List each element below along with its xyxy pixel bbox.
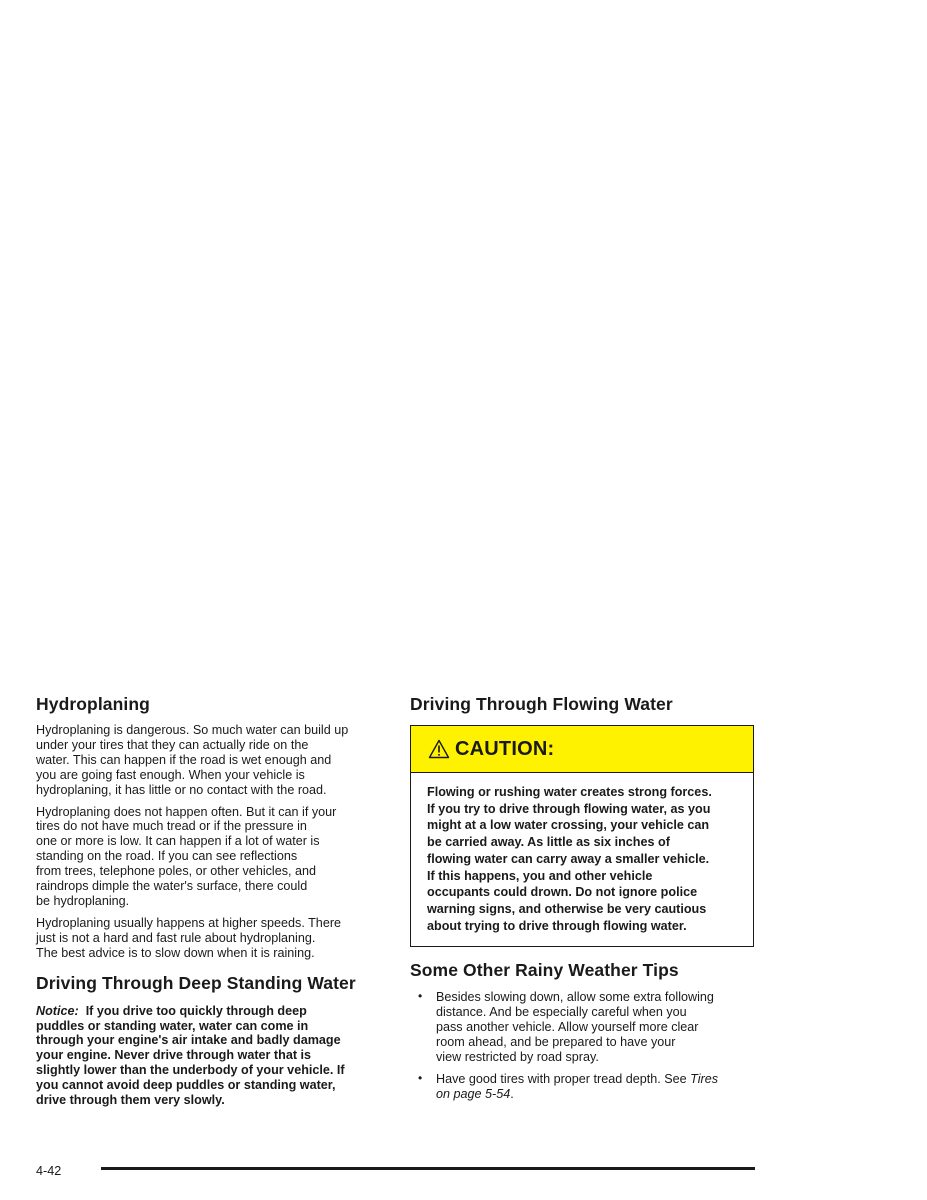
notice-label: Notice: bbox=[36, 1003, 79, 1018]
heading-flowing-water: Driving Through Flowing Water bbox=[410, 694, 673, 714]
caution-text: Flowing or rushing water creates strong forces. If you try to drive through flowing water, as you might at a low water crossing, your vehicle can be carried away. As little as six inches of flowing water can carry away a smaller vehicle. If this happens, you and other vehicle occupants could drown. Do not ignore police warning signs, and otherwise be very cautious about trying to drive through flowing water. bbox=[427, 785, 712, 933]
page-number: 4-42 bbox=[36, 1164, 62, 1178]
bullet-dot-icon: • bbox=[418, 989, 423, 1004]
caution-box bbox=[410, 725, 754, 947]
hydroplaning-paragraph-3: Hydroplaning usually happens at higher speeds. There just is not a hard and fast rule about hydroplaning. The best advice is to slow down when it is raining. bbox=[36, 915, 342, 960]
hydroplaning-paragraph-2: Hydroplaning does not happen often. But it can if your tires do not have much tread or if the pressure in one or more is low. It can happen if a lot of water is standing on the road. If you can see reflections from trees, telephone poles, or other vehicles, and raindrops dimple the water's surface, there could be hydroplaning. bbox=[36, 804, 337, 908]
tips-list bbox=[410, 990, 756, 1102]
heading-hydroplaning: Hydroplaning bbox=[36, 694, 150, 714]
left-column bbox=[36, 693, 386, 1108]
right-column bbox=[410, 693, 756, 1109]
notice-paragraph: Notice: If you drive too quickly through deep puddles or standing water, water can come in through your engine's air intake and badly damage your engine. Never drive through water that is slightly lower than the underbody of your vehicle. If you cannot avoid deep puddles or standing water, drive through them very slowly. bbox=[36, 1003, 345, 1108]
tires-page-reference-link[interactable]: on page 5-54 bbox=[436, 1087, 511, 1102]
tires-reference-link[interactable]: Tires bbox=[690, 1072, 719, 1087]
footer-divider bbox=[101, 1167, 755, 1170]
caution-header bbox=[411, 726, 753, 773]
hydroplaning-paragraph-1: Hydroplaning is dangerous. So much water can build up under your tires that they can actually ride on the water. This can happen if the road is wet enough and you are going fast enough. When your vehicle is hydroplaning, it has little or no contact with the road. bbox=[36, 723, 349, 797]
heading-rainy-weather-tips: Some Other Rainy Weather Tips bbox=[410, 960, 679, 981]
heading-deep-standing-water: Driving Through Deep Standing Water bbox=[36, 972, 356, 993]
list-item: • Have good tires with proper tread depth. See Tires on page 5-54. bbox=[418, 1071, 719, 1102]
caution-title: CAUTION: bbox=[455, 737, 555, 760]
warning-triangle-icon bbox=[428, 739, 450, 759]
list-item: • Besides slowing down, allow some extra following distance. And be especially careful when you pass another vehicle. Allow yourself more clear room ahead, and be prepared to have your view restricted by road spray. bbox=[418, 989, 714, 1065]
bullet-dot-icon: • bbox=[418, 1071, 423, 1086]
